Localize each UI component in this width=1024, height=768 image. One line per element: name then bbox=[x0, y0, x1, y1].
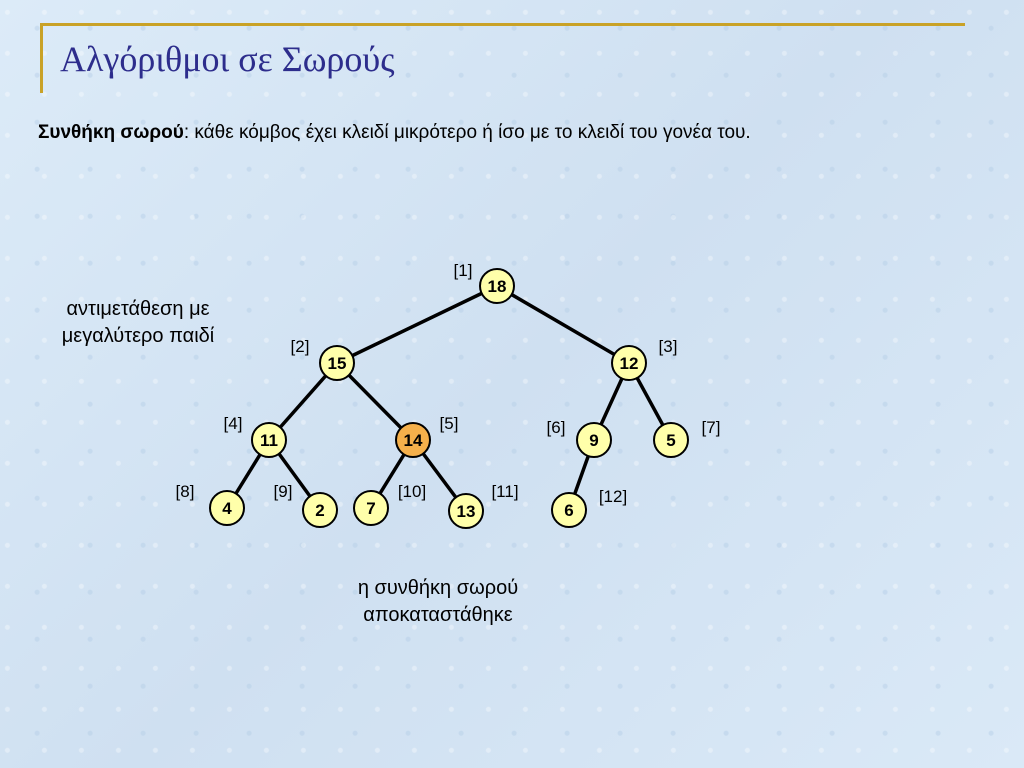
tree-node-7 bbox=[654, 418, 720, 457]
tree-node-5 bbox=[396, 414, 458, 457]
restored-note-line2: αποκαταστάθηκε bbox=[363, 604, 513, 626]
swap-note-line2: μεγαλύτερο παιδί bbox=[61, 325, 215, 347]
tree-edge-1-2 bbox=[337, 286, 497, 363]
tree-node-index-label: [2] bbox=[290, 337, 310, 356]
tree-node-key: 11 bbox=[260, 431, 278, 450]
tree-node-index-label: [12] bbox=[598, 487, 628, 506]
slide-title: Αλγόριθμοι σε Σωρούς bbox=[60, 39, 395, 79]
swap-note-line1: αντιμετάθεση με bbox=[66, 298, 210, 320]
tree-node-index-label: [8] bbox=[175, 482, 195, 501]
heap-condition-term: Συνθήκη σωρού bbox=[38, 122, 184, 143]
tree-node-index-label: [4] bbox=[223, 414, 243, 433]
tree-node-key: 5 bbox=[666, 431, 676, 450]
tree-node-index-label: [3] bbox=[658, 337, 678, 356]
tree-node-index-label: [6] bbox=[546, 418, 566, 437]
tree-node-index-label: [1] bbox=[453, 261, 473, 280]
tree-edge-1-3 bbox=[497, 286, 629, 363]
tree-node-index-label: [11] bbox=[491, 482, 519, 501]
restored-note-line1: η συνθήκη σωρού bbox=[357, 577, 519, 599]
tree-node-11 bbox=[449, 482, 519, 528]
tree-node-index-label: [9] bbox=[273, 482, 293, 501]
tree-node-key: 4 bbox=[222, 499, 232, 518]
tree-node-index-label: [7] bbox=[701, 418, 721, 437]
tree-node-1 bbox=[454, 261, 514, 303]
tree-node-key: 14 bbox=[403, 431, 423, 450]
heap-condition-text: : κάθε κόμβος έχει κλειδί μικρότερο ή ίσο με το κλειδί του γονέα του. bbox=[183, 122, 751, 143]
tree-node-3 bbox=[612, 337, 677, 380]
tree-node-key: 9 bbox=[589, 431, 599, 450]
tree-node-index-label: [5] bbox=[439, 414, 459, 433]
tree-node-key: 6 bbox=[564, 501, 574, 520]
tree-node-index-label: [10] bbox=[397, 482, 427, 501]
tree-node-key: 7 bbox=[366, 499, 376, 518]
tree-node-12 bbox=[552, 487, 627, 527]
tree-node-key: 13 bbox=[456, 502, 476, 521]
tree-node-10 bbox=[354, 482, 426, 525]
tree-node-2 bbox=[291, 337, 354, 380]
tree-node-key: 15 bbox=[327, 354, 347, 373]
tree-node-key: 12 bbox=[619, 354, 639, 373]
tree-node-6 bbox=[547, 418, 611, 457]
tree-node-key: 18 bbox=[487, 277, 507, 296]
tree-node-4 bbox=[224, 414, 286, 457]
tree-node-8 bbox=[176, 482, 244, 525]
tree-node-key: 2 bbox=[315, 501, 325, 520]
